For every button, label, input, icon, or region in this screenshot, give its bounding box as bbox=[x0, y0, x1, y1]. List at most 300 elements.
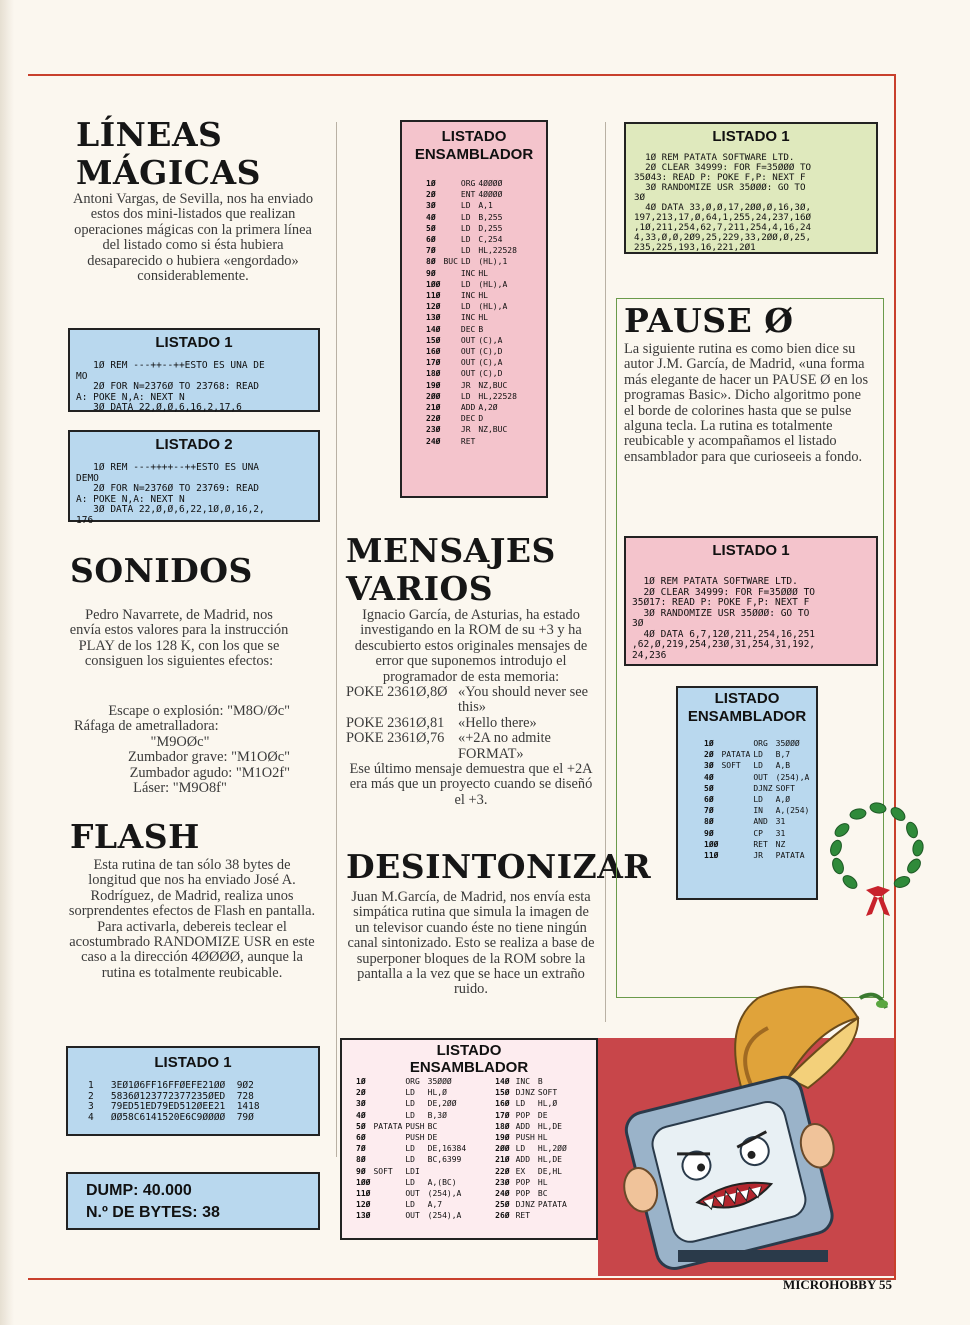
pause-asm-cell: AND bbox=[753, 817, 768, 827]
lineas-body: Antoni Vargas, de Sevilla, nos ha enviado estos dos mini-listados que realizan operaciones mágicas con la primera línea del listado como si ésta hubiera desaparecido o hubiera «engordado» considerablemente. bbox=[72, 191, 314, 285]
ensamblador-1-cell bbox=[443, 312, 460, 323]
ensamblador-1-row bbox=[426, 346, 520, 357]
desintonizar-left-cell bbox=[428, 1166, 470, 1177]
desintonizar-left-row bbox=[356, 1143, 469, 1154]
desintonizar-right-cell: HL,DE bbox=[537, 1155, 562, 1165]
desintonizar-left-row bbox=[356, 1166, 469, 1177]
lineas-listado-1-title: LISTADO 1 bbox=[155, 334, 233, 351]
desintonizar-left-cell: DE,16384 bbox=[427, 1144, 467, 1154]
ensamblador-1-row bbox=[426, 268, 520, 279]
desintonizar-right-cell: 25Ø bbox=[495, 1200, 510, 1210]
ensamblador-1-cell bbox=[443, 268, 460, 279]
ensamblador-1-cell bbox=[443, 424, 460, 435]
pause-asm-cell: 31 bbox=[775, 828, 786, 838]
pause-asm-cell: DJNZ bbox=[753, 783, 773, 793]
ensamblador-1-cell: 6Ø bbox=[426, 235, 436, 245]
desintonizar-left-row bbox=[356, 1188, 469, 1199]
ensamblador-1-row bbox=[426, 391, 520, 402]
desintonizar-left-cell: BC bbox=[427, 1121, 438, 1131]
ensamblador-1-row bbox=[426, 290, 520, 301]
desintonizar-right-row bbox=[495, 1110, 570, 1121]
desintonizar-left-row bbox=[356, 1087, 469, 1098]
page-gutter bbox=[0, 0, 14, 1325]
desintonizar-right-row bbox=[495, 1098, 570, 1109]
desintonizar-right-cell: BC bbox=[537, 1189, 548, 1199]
ensamblador-1-cell: (HL),A bbox=[478, 279, 508, 289]
desintonizar-left-cell: LD bbox=[405, 1144, 415, 1154]
pause-asm-cell bbox=[721, 816, 753, 827]
pause-ensamblador-listing bbox=[704, 738, 816, 861]
desintonizar-right-row bbox=[495, 1121, 570, 1132]
ensamblador-1-cell: 11Ø bbox=[426, 291, 441, 301]
poke-row bbox=[346, 685, 596, 716]
desintonizar-ensamblador-title: LISTADO ENSAMBLADOR bbox=[409, 1042, 529, 1076]
ensamblador-1-cell bbox=[443, 436, 460, 447]
ensamblador-1-cell bbox=[443, 368, 460, 379]
poke-row bbox=[346, 731, 596, 762]
ensamblador-1-row bbox=[426, 380, 520, 391]
ensamblador-1-cell bbox=[443, 189, 460, 200]
ensamblador-1-cell: 4ØØØØ bbox=[478, 190, 503, 200]
desintonizar-right-cell: ADD bbox=[515, 1155, 531, 1165]
desintonizar-left-cell: PUSH bbox=[405, 1133, 425, 1143]
pause-asm-row bbox=[704, 839, 812, 850]
desintonizar-left-cell bbox=[373, 1143, 405, 1154]
column-divider-right bbox=[605, 122, 606, 1022]
desintonizar-left-cell: PATATA bbox=[373, 1121, 403, 1131]
pause-asm-cell: OUT bbox=[753, 772, 768, 782]
lineas-listado-1-code: 1Ø REM ---++--++ESTO ES UNA DE MO 2Ø FOR N=2376Ø TO 23768: READ A: POKE N,A: NEXT N 3Ø DATA 22,Ø,Ø,6,16,2,17,6 bbox=[76, 360, 265, 413]
desintonizar-left-cell bbox=[373, 1210, 405, 1221]
desintonizar-left-row bbox=[356, 1210, 469, 1221]
ensamblador-1-cell: 9Ø bbox=[426, 268, 436, 278]
ensamblador-1-cell: INC bbox=[460, 268, 476, 278]
lineas-title: LÍNEAS MÁGICAS bbox=[76, 115, 261, 192]
pause-body: La siguiente rutina es como bien dice su autor J.M. García, de Madrid, «una forma más elegante de hacer un PAUSE Ø en los programas Basic». Dicho algoritmo pone el borde de colorines hasta que se pulse alguna tecla. La rutina es totalmente reubicable y acompañamos el listado ensamblador para que curioseeis a fondo. bbox=[624, 341, 869, 465]
ensamblador-1-cell: 19Ø bbox=[426, 380, 441, 390]
ensamblador-1-cell: HL,22528 bbox=[478, 391, 517, 401]
ensamblador-1-cell: LD bbox=[460, 302, 471, 312]
desintonizar-left-cell: 8Ø bbox=[356, 1155, 366, 1165]
pause-listado-title: LISTADO 1 bbox=[712, 542, 790, 559]
sonidos-body: Pedro Navarrete, de Madrid, nos envía estos valores para la instrucción PLAY de los 128 K, con los que se consiguen los siguientes efectos: bbox=[69, 607, 289, 670]
desintonizar-left-cell: (254),A bbox=[427, 1189, 462, 1199]
ensamblador-1-cell: (C),A bbox=[478, 358, 503, 368]
pause-asm-cell bbox=[721, 783, 753, 794]
ensamblador-1-cell: LD bbox=[460, 246, 471, 256]
lineas-listado-2-code: 1Ø REM ---++++--++ESTO ES UNA DEMO 2Ø FOR N=2376Ø TO 23769: READ A: POKE N,A: NEXT N 3Ø DATA 22,Ø,Ø,6,22,1Ø,Ø,16,2, 176 bbox=[76, 462, 265, 526]
ensamblador-1-cell: 23Ø bbox=[426, 425, 441, 435]
desintonizar-left-cell: 2Ø bbox=[356, 1088, 366, 1098]
desintonizar-right-row bbox=[495, 1154, 570, 1165]
ensamblador-1-cell: ENT bbox=[460, 190, 476, 200]
pause-asm-cell: NZ bbox=[775, 839, 786, 849]
flash-dump: DUMP: 40.000 bbox=[86, 1182, 192, 1199]
pause-asm-cell: PATATA bbox=[775, 851, 805, 861]
poke-row bbox=[346, 716, 596, 731]
ensamblador-1-cell: B bbox=[478, 324, 484, 334]
ensamblador-1-row bbox=[426, 436, 520, 447]
pause-asm-cell: RET bbox=[753, 839, 768, 849]
pause-asm-row bbox=[704, 805, 812, 816]
flash-listado bbox=[66, 1046, 320, 1136]
ensamblador-1-cell: LD bbox=[460, 279, 471, 289]
pause-asm-row bbox=[704, 828, 812, 839]
desintonizar-left-cell bbox=[373, 1154, 405, 1165]
desintonizar-right-cell: POP bbox=[515, 1189, 531, 1199]
flash-body: Esta rutina de tan sólo 38 bytes de longitud que nos ha enviado José A. Rodríguez, de Madrid, realiza unos sorprendentes efectos de Flash en pantalla. Para activarla, debereis teclear el acostumbrado RANDOMIZE USR en este caso a la dirección 4ØØØØ, aunque la rutina es totalmente reubicable. bbox=[68, 857, 316, 981]
pause-asm-row bbox=[704, 738, 812, 749]
ensamblador-1-cell bbox=[443, 357, 460, 368]
pause-ensamblador bbox=[676, 686, 818, 900]
ensamblador-1-cell: HL,22528 bbox=[478, 246, 517, 256]
ensamblador-1-cell: 14Ø bbox=[426, 324, 441, 334]
pause-asm-cell: IN bbox=[753, 806, 763, 816]
pause-asm-row bbox=[704, 850, 812, 861]
desintonizar-right-row bbox=[495, 1132, 570, 1143]
ensamblador-1-row bbox=[426, 279, 520, 290]
poke-command: POKE 2361Ø,76 bbox=[346, 730, 445, 747]
ensamblador-1-cell: JR bbox=[460, 425, 471, 435]
pause-listado-code: 1Ø REM PATATA SOFTWARE LTD. 2Ø CLEAR 34999: FOR F=35ØØØ TO 35Ø17: READ P: POKE F,P: NEXT F 3Ø RANDOMIZE USR 35ØØØ: GO TO 3Ø 4Ø DATA 6,7,12Ø,211,254,16,251 ,62,Ø,219,254,23Ø,31,254,31,192, 24,236 bbox=[632, 576, 816, 661]
pause-asm-cell: 35ØØØ bbox=[775, 739, 800, 748]
desintonizar-left-cell: 5Ø bbox=[356, 1121, 366, 1131]
desintonizar-left-row bbox=[356, 1076, 469, 1087]
pause-asm-cell: A,B bbox=[775, 761, 791, 771]
desintonizar-right-cell: 21Ø bbox=[495, 1155, 510, 1165]
pause-asm-cell: 1ØØ bbox=[704, 839, 719, 849]
desintonizar-left-cell: LD bbox=[405, 1155, 415, 1165]
pause-listado bbox=[624, 536, 878, 666]
desintonizar-left-cell: LD bbox=[405, 1099, 415, 1109]
ensamblador-1-cell: 24Ø bbox=[426, 436, 441, 446]
poke-message: «Hello there» bbox=[458, 714, 537, 731]
ensamblador-1-row bbox=[426, 178, 520, 189]
pause-asm-cell: 9Ø bbox=[704, 828, 714, 838]
desintonizar-right-cell: 26Ø bbox=[495, 1211, 510, 1221]
desintonizar-left-cell: 9Ø bbox=[356, 1166, 366, 1176]
desintonizar-left-cell: OUT bbox=[405, 1211, 420, 1221]
ensamblador-1-cell: 2Ø bbox=[426, 190, 436, 200]
desintonizar-title: DESINTONIZAR bbox=[346, 847, 652, 886]
pause-asm-cell bbox=[721, 805, 753, 816]
desintonizar-left-cell: LDI bbox=[405, 1166, 420, 1176]
pause-asm-cell: CP bbox=[753, 828, 763, 838]
ensamblador-1-cell: 13Ø bbox=[426, 313, 441, 323]
column-divider-left bbox=[336, 122, 337, 1157]
poke-message: «+2A no admite FORMAT» bbox=[458, 730, 551, 762]
ensamblador-1-cell: 18Ø bbox=[426, 369, 441, 379]
ensamblador-1-cell: NZ,BUC bbox=[478, 380, 508, 390]
desintonizar-right-cell: DE bbox=[537, 1110, 548, 1120]
ensamblador-1-row bbox=[426, 402, 520, 413]
ensamblador-1-cell: 21Ø bbox=[426, 403, 441, 413]
desintonizar-left-row bbox=[356, 1110, 469, 1121]
ensamblador-1-row bbox=[426, 424, 520, 435]
desintonizar-ensamblador-listing bbox=[356, 1076, 596, 1222]
ensamblador-1-cell bbox=[443, 212, 460, 223]
desintonizar-left-cell: HL,Ø bbox=[427, 1088, 447, 1098]
flash-listado-title: LISTADO 1 bbox=[154, 1054, 232, 1071]
ensamblador-1-row bbox=[426, 234, 520, 245]
ensamblador-1-cell: 12Ø bbox=[426, 302, 441, 312]
pause-asm-cell bbox=[721, 850, 753, 861]
ensamblador-1-cell: 1ØØ bbox=[426, 279, 441, 289]
flash-dump-box bbox=[66, 1172, 320, 1230]
mensajes-pokes bbox=[346, 685, 596, 762]
ensamblador-1-cell bbox=[443, 245, 460, 256]
ensamblador-1-cell: D bbox=[478, 414, 484, 424]
desintonizar-right-cell: LD bbox=[515, 1144, 526, 1154]
pause-asm-cell: 2Ø bbox=[704, 750, 714, 760]
ensamblador-1-cell bbox=[443, 380, 460, 391]
ensamblador-1-cell bbox=[443, 346, 460, 357]
ensamblador-1-title: LISTADO ENSAMBLADOR bbox=[414, 128, 534, 163]
desintonizar-left-cell: ORG bbox=[405, 1077, 420, 1086]
ensamblador-1-cell bbox=[443, 178, 460, 189]
desintonizar-right-cell: 22Ø bbox=[495, 1166, 510, 1176]
ensamblador-1-cell: C,254 bbox=[478, 235, 503, 245]
ensamblador-1-cell: 5Ø bbox=[426, 223, 436, 233]
pause-asm-cell bbox=[721, 738, 753, 749]
desintonizar-left-cell: 6Ø bbox=[356, 1133, 366, 1143]
ensamblador-1-row bbox=[426, 324, 520, 335]
desintonizar-right-cell: 18Ø bbox=[495, 1121, 510, 1131]
ensamblador-1-cell: A,1 bbox=[478, 201, 493, 211]
desintonizar-right-row bbox=[495, 1076, 570, 1087]
poke-message: «You should never see this» bbox=[458, 684, 589, 716]
desintonizar-left-cell: B,3Ø bbox=[427, 1110, 447, 1120]
sonido-laser: Láser: "M9O8f" bbox=[133, 780, 227, 797]
ensamblador-1-row bbox=[426, 357, 520, 368]
pause-asm-cell: LD bbox=[753, 761, 763, 771]
ensamblador-1-cell: BUC bbox=[443, 257, 458, 267]
ensamblador-1-cell: DEC bbox=[460, 414, 476, 424]
listado-top-right-title: LISTADO 1 bbox=[712, 128, 790, 145]
ensamblador-1-cell: 3Ø bbox=[426, 201, 436, 211]
ensamblador-1-cell: (C),D bbox=[478, 347, 503, 357]
desintonizar-right-cell: 16Ø bbox=[495, 1099, 510, 1109]
pause-asm-cell bbox=[721, 772, 753, 783]
desintonizar-body: Juan M.García, de Madrid, nos envía esta simpática rutina que simula la imagen de un televisor cuando éste no tiene ningún canal sintonizado. Esto se realiza a base de superponer bloques de la ROM sobre la pantalla a la vez que se hace un extraño ruido. bbox=[347, 889, 595, 998]
ensamblador-1-cell: JR bbox=[460, 380, 471, 390]
desintonizar-right-cell: HL,2ØØ bbox=[537, 1144, 567, 1154]
desintonizar-left-cell: 12Ø bbox=[356, 1200, 371, 1210]
flash-title: FLASH bbox=[70, 817, 200, 856]
desintonizar-ensamblador bbox=[340, 1038, 598, 1240]
desintonizar-left-cell: LD bbox=[405, 1088, 415, 1098]
ensamblador-1-cell: NZ,BUC bbox=[478, 425, 508, 435]
pause-asm-cell: SOFT bbox=[721, 761, 741, 771]
desintonizar-right-cell: 23Ø bbox=[495, 1177, 510, 1187]
desintonizar-left-cell bbox=[373, 1188, 405, 1199]
mensajes-body: Ignacio García, de Asturias, ha estado investigando en la ROM de su +3 y ha descubierto estos originales mensajes de error que suponemos introdujo el programador de esta memoria: POKE 2361Ø,8Ø «You should never see this» POKE 2361Ø,81 «Hello there» POKE 2361Ø,76 «+2A no admite FORMAT» Ese último mensaje demuestra que el +2A era más que un proyecto cuando se diseñó el +3. bbox=[346, 608, 596, 808]
desintonizar-left-cell: SOFT bbox=[373, 1166, 393, 1176]
sonido-rafaga-value: "M9OØc" bbox=[150, 733, 210, 750]
ensamblador-1-cell bbox=[443, 279, 460, 290]
ensamblador-1-row bbox=[426, 212, 520, 223]
desintonizar-left-cell: 7Ø bbox=[356, 1144, 366, 1154]
ensamblador-1-cell: (HL),1 bbox=[478, 257, 508, 267]
desintonizar-left-row bbox=[356, 1098, 469, 1109]
desintonizar-left-cell: 4Ø bbox=[356, 1110, 366, 1120]
desintonizar-right-cell: POP bbox=[515, 1177, 531, 1187]
ensamblador-1-cell: 4Ø bbox=[426, 212, 436, 222]
ensamblador-1-cell: 15Ø bbox=[426, 335, 441, 345]
desintonizar-right-cell: INC bbox=[515, 1077, 531, 1086]
ensamblador-1-cell: D,255 bbox=[478, 223, 503, 233]
tv-cartoon-illustration bbox=[598, 958, 894, 1276]
pause-asm-cell: 11Ø bbox=[704, 851, 719, 861]
desintonizar-right-cell: 19Ø bbox=[495, 1133, 510, 1143]
desintonizar-right-cell: HL,DE bbox=[537, 1121, 562, 1131]
desintonizar-left-row bbox=[356, 1177, 469, 1188]
desintonizar-left-cell: DE bbox=[427, 1133, 438, 1143]
page-footer: MICROHOBBY 55 bbox=[783, 1277, 892, 1292]
pause-asm-cell: LD bbox=[753, 795, 763, 805]
desintonizar-right-row bbox=[495, 1188, 570, 1199]
wreath-illustration bbox=[822, 790, 932, 920]
ensamblador-1-cell bbox=[443, 391, 460, 402]
lineas-listado-2-title: LISTADO 2 bbox=[155, 436, 233, 453]
mensajes-title: MENSAJES VARIOS bbox=[346, 531, 556, 608]
ensamblador-1-cell: (C),A bbox=[478, 335, 503, 345]
ensamblador-1-cell: RET bbox=[460, 436, 476, 446]
desintonizar-left-cell: A,7 bbox=[427, 1200, 443, 1210]
desintonizar-right-cell: POP bbox=[515, 1110, 531, 1120]
ensamblador-1-cell: 4ØØØØ bbox=[478, 179, 503, 188]
pause-asm-cell: SOFT bbox=[775, 783, 795, 793]
desintonizar-right-cell: HL bbox=[537, 1177, 548, 1187]
pause-asm-cell: 8Ø bbox=[704, 817, 714, 827]
desintonizar-right-cell: DE,HL bbox=[537, 1166, 562, 1176]
ensamblador-1-row bbox=[426, 368, 520, 379]
ensamblador-1-cell bbox=[443, 413, 460, 424]
pause-asm-cell: ORG bbox=[753, 739, 768, 748]
pause-asm-cell: 7Ø bbox=[704, 806, 714, 816]
ensamblador-1-cell bbox=[443, 402, 460, 413]
ensamblador-1-cell bbox=[443, 234, 460, 245]
ensamblador-1-listing bbox=[426, 178, 546, 447]
ensamblador-1-cell bbox=[478, 436, 520, 447]
pause-asm-row bbox=[704, 772, 812, 783]
pause-asm-cell bbox=[721, 839, 753, 850]
pause-asm-cell: A,Ø bbox=[775, 795, 791, 805]
ensamblador-1-cell: LD bbox=[460, 223, 471, 233]
desintonizar-left-cell: BC,6399 bbox=[427, 1155, 462, 1165]
desintonizar-left-row bbox=[356, 1121, 469, 1132]
desintonizar-right-cell: 15Ø bbox=[495, 1088, 510, 1098]
flash-listado-code: 1 3EØ1Ø6FF16FFØEFE21ØØ 9Ø2 2 5836Ø123772377235ØED 728 3 79ED51ED79ED512ØEE21 1418 4 ØØ58C6141520E6C9ØØØØ 79Ø bbox=[88, 1080, 260, 1123]
ensamblador-1-cell bbox=[443, 335, 460, 346]
sonido-agudo: Zumbador agudo: "M1O2f" bbox=[129, 764, 290, 781]
pause-asm-cell: A,(254) bbox=[775, 806, 810, 816]
ensamblador-1-cell: HL bbox=[478, 313, 488, 323]
desintonizar-left-cell bbox=[373, 1110, 405, 1121]
pause-asm-cell: 31 bbox=[775, 817, 786, 827]
desintonizar-left-cell: DE,2ØØ bbox=[427, 1099, 457, 1109]
desintonizar-right-cell: 24Ø bbox=[495, 1189, 510, 1199]
desintonizar-left-row bbox=[356, 1132, 469, 1143]
desintonizar-left-cell bbox=[373, 1177, 405, 1188]
pause-asm-row bbox=[704, 749, 812, 760]
poke-command: POKE 2361Ø,8Ø bbox=[346, 684, 448, 701]
sonido-rafaga: Ráfaga de ametralladora: bbox=[74, 718, 219, 735]
desintonizar-right-row bbox=[495, 1166, 570, 1177]
ensamblador-1-cell: INC bbox=[460, 313, 476, 323]
lineas-listado-1 bbox=[68, 328, 320, 412]
poke-command: POKE 2361Ø,81 bbox=[346, 714, 445, 731]
ensamblador-1-cell: B,255 bbox=[478, 212, 503, 222]
sonidos-title: SONIDOS bbox=[70, 551, 253, 590]
ensamblador-1-row bbox=[426, 223, 520, 234]
sonido-escape: Escape o explosión: "M8O/Øc" bbox=[108, 703, 290, 719]
desintonizar-right-cell: PATATA bbox=[537, 1200, 567, 1210]
desintonizar-left-cell: A,(BC) bbox=[427, 1177, 457, 1187]
desintonizar-right-cell: DJNZ bbox=[515, 1088, 535, 1098]
desintonizar-right-cell: HL,Ø bbox=[537, 1099, 558, 1109]
desintonizar-right-cell: B bbox=[537, 1077, 543, 1086]
pause-asm-cell: JR bbox=[753, 851, 763, 861]
ensamblador-1-cell: OUT bbox=[460, 358, 476, 368]
ensamblador-1-cell: 2ØØ bbox=[426, 391, 441, 401]
pause-asm-row bbox=[704, 816, 812, 827]
pause-asm-cell bbox=[721, 794, 753, 805]
ensamblador-1-cell: 8Ø bbox=[426, 257, 436, 267]
ensamblador-1-cell: 17Ø bbox=[426, 358, 441, 368]
desintonizar-left-cell: OUT bbox=[405, 1189, 420, 1199]
listado-top-right-code: 1Ø REM PATATA SOFTWARE LTD. 2Ø CLEAR 34999: FOR F=35ØØØ TO 35Ø43: READ P: POKE F,P: NEXT F 3Ø RANDOMIZE USR 35ØØØ: GO TO 3Ø 4Ø DATA 33,Ø,Ø,17,2ØØ,Ø,16,3Ø, 197,213,17,Ø,64,1,255,24,237,16Ø ,1Ø,211,254,62,7,211,254,4,16,24 4,33,Ø,Ø,2Ø9,25,229,33,2ØØ,Ø,25, 235,225,193,16,221,2Ø1 bbox=[634, 152, 812, 253]
ensamblador-1-cell: LD bbox=[460, 212, 471, 222]
ensamblador-1-cell: ORG bbox=[460, 179, 476, 188]
pause-asm-row bbox=[704, 783, 812, 794]
ensamblador-1-cell: LD bbox=[460, 257, 471, 267]
pause-asm-row bbox=[704, 794, 812, 805]
pause-asm-cell: 3Ø bbox=[704, 761, 714, 771]
ensamblador-1-cell: LD bbox=[460, 201, 471, 211]
pause-asm-cell: 4Ø bbox=[704, 772, 714, 782]
desintonizar-left-cell: LD bbox=[405, 1177, 415, 1187]
desintonizar-right-row bbox=[495, 1210, 570, 1221]
desintonizar-right-cell: ADD bbox=[515, 1121, 531, 1131]
pause-asm-cell: PATATA bbox=[721, 750, 751, 760]
desintonizar-right-cell bbox=[538, 1210, 570, 1221]
ensamblador-1-cell: LD bbox=[460, 235, 471, 245]
desintonizar-right-cell: RET bbox=[515, 1211, 531, 1221]
desintonizar-left-cell bbox=[373, 1199, 405, 1210]
ensamblador-1-cell: INC bbox=[460, 291, 476, 301]
ensamblador-1-cell: 16Ø bbox=[426, 347, 441, 357]
pause-asm-cell: B,7 bbox=[775, 750, 791, 760]
ensamblador-1-cell: A,2Ø bbox=[478, 403, 498, 413]
desintonizar-left-row bbox=[356, 1154, 469, 1165]
pause-asm-row bbox=[704, 760, 812, 771]
desintonizar-left-cell: PUSH bbox=[405, 1121, 425, 1131]
desintonizar-right-row bbox=[495, 1177, 570, 1188]
desintonizar-left-cell: 1ØØ bbox=[356, 1177, 371, 1187]
desintonizar-left-cell: 11Ø bbox=[356, 1189, 371, 1199]
desintonizar-right-row bbox=[495, 1143, 570, 1154]
sonidos-effects bbox=[70, 704, 290, 796]
desintonizar-left-cell: 3Ø bbox=[356, 1099, 366, 1109]
ensamblador-1-row bbox=[426, 335, 520, 346]
ensamblador-1-cell bbox=[443, 290, 460, 301]
desintonizar-left-cell: LD bbox=[405, 1110, 415, 1120]
ensamblador-1-cell: (C),D bbox=[478, 369, 503, 379]
desintonizar-left-cell: 13Ø bbox=[356, 1211, 371, 1221]
ensamblador-1-cell: HL bbox=[478, 268, 488, 278]
ensamblador-1-row bbox=[426, 200, 520, 211]
